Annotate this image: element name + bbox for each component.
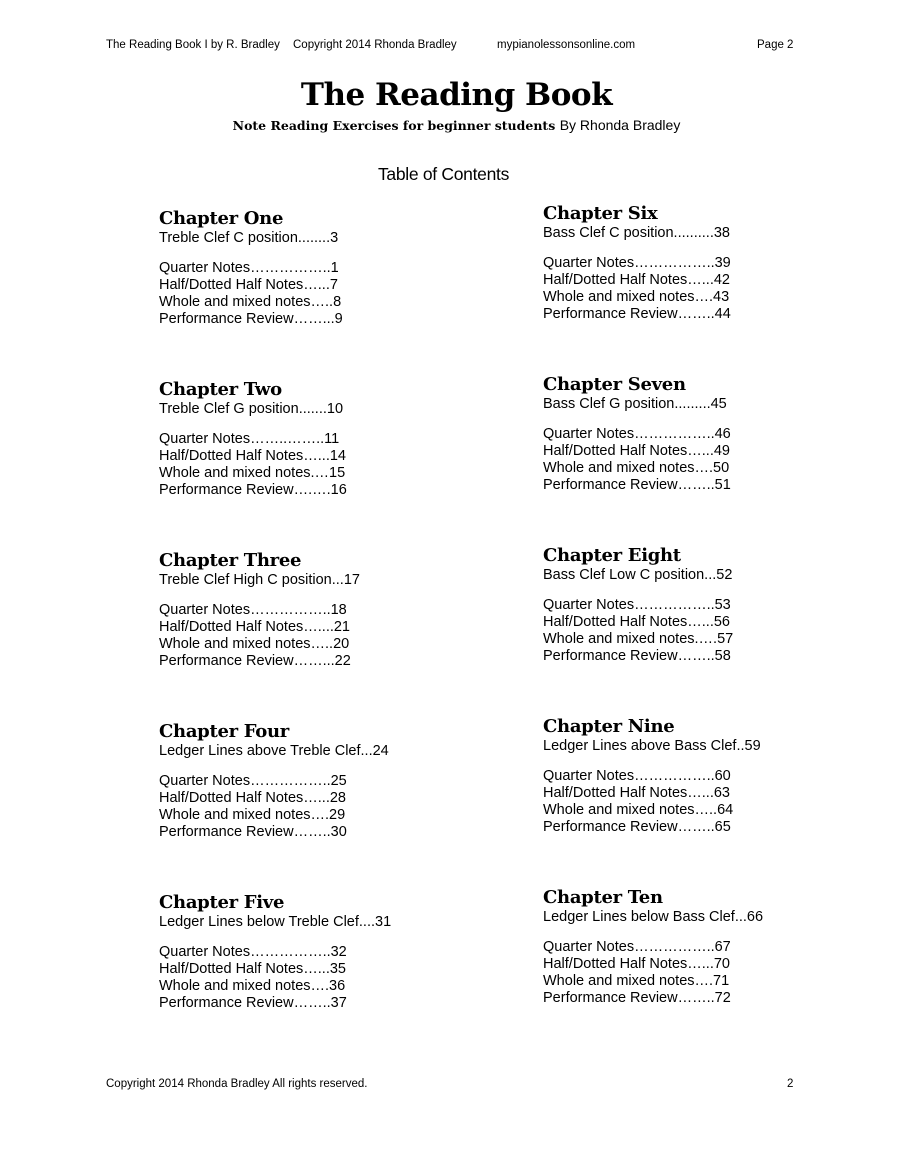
page-subtitle: [0, 117, 900, 135]
toc-item: Half/Dotted Half Notes…...49: [543, 443, 730, 459]
chapter-title: Chapter Six: [543, 203, 658, 224]
toc-item: Performance Review……...9: [159, 311, 343, 327]
chapter-position: Treble Clef G position.......10: [159, 401, 344, 417]
chapter-title: Chapter Four: [159, 721, 289, 742]
toc-item: Quarter Notes……………..25: [159, 773, 347, 789]
toc-item: Half/Dotted Half Notes…...56: [543, 614, 730, 630]
chapter-block: [159, 379, 479, 499]
footer-page-number: 2: [787, 1078, 794, 1090]
chapter-title: Chapter Eight: [543, 545, 681, 566]
toc-item: Half/Dotted Half Notes…...35: [159, 961, 346, 977]
chapter-title: Chapter Seven: [543, 374, 686, 395]
chapter-position: Bass Clef Low C position...52: [543, 567, 733, 583]
chapter-title: Chapter Nine: [543, 716, 675, 737]
chapter-block: [159, 208, 479, 328]
toc-item: Half/Dotted Half Notes…...7: [159, 277, 338, 293]
toc-item: Performance Review……..72: [543, 990, 731, 1006]
chapter-title: Chapter One: [159, 208, 284, 229]
toc-item: Quarter Notes……………..39: [543, 255, 731, 271]
toc-item: Performance Review……..58: [543, 648, 731, 664]
toc-item: Performance Review……..51: [543, 477, 731, 493]
toc-item: Half/Dotted Half Notes…...28: [159, 790, 346, 806]
toc-item: Quarter Notes……………..46: [543, 426, 731, 442]
header-page-number: Page 2: [757, 39, 794, 51]
toc-item: Quarter Notes……………..32: [159, 944, 347, 960]
toc-item: Quarter Notes……..……..11: [159, 431, 340, 447]
header-copyright: Copyright 2014 Rhonda Bradley: [293, 39, 457, 51]
toc-item: Whole and mixed notes….43: [543, 289, 730, 305]
toc-item: Quarter Notes……………..18: [159, 602, 347, 618]
toc-item: Whole and mixed notes…..8: [159, 294, 342, 310]
header-website: mypianolessonsonline.com: [497, 39, 636, 51]
toc-item: Half/Dotted Half Notes…...42: [543, 272, 730, 288]
toc-item: Whole and mixed notes…..20: [159, 636, 350, 652]
footer-copyright: Copyright 2014 Rhonda Bradley All rights reserved.: [106, 1078, 368, 1090]
chapter-position: Bass Clef G position.........45: [543, 396, 727, 412]
toc-item: Performance Review……..37: [159, 995, 347, 1011]
toc-item: Quarter Notes……………..67: [543, 939, 731, 955]
toc-item: Half/Dotted Half Notes…...63: [543, 785, 730, 801]
toc-item: Whole and mixed notes….50: [543, 460, 730, 476]
chapter-position: Ledger Lines above Bass Clef..59: [543, 738, 761, 754]
header-book-title: The Reading Book I by R. Bradley: [106, 39, 280, 51]
chapter-block: [543, 545, 863, 665]
chapter-block: [543, 887, 863, 1007]
toc-item: Performance Review……..30: [159, 824, 347, 840]
toc-item: Performance Review……..44: [543, 306, 731, 322]
chapter-title: Chapter Two: [159, 379, 282, 400]
chapter-block: [543, 716, 863, 836]
chapter-position: Ledger Lines below Treble Clef....31: [159, 914, 392, 930]
toc-item: Half/Dotted Half Notes…...70: [543, 956, 730, 972]
toc-item: Whole and mixed notes…..64: [543, 802, 734, 818]
toc-item: Quarter Notes……………..1: [159, 260, 339, 276]
chapter-block: [543, 203, 863, 323]
chapter-position: Ledger Lines above Treble Clef...24: [159, 743, 389, 759]
chapter-block: [159, 721, 479, 841]
toc-item: Whole and mixed notes….29: [159, 807, 346, 823]
toc-item: Performance Review……...22: [159, 653, 351, 669]
subtitle-author: By Rhonda Bradley: [559, 117, 681, 133]
chapter-position: Treble Clef C position........3: [159, 230, 339, 246]
toc-item: Whole and mixed notes.….57: [543, 631, 734, 647]
chapter-position: Ledger Lines below Bass Clef...66: [543, 909, 764, 925]
toc-item: Performance Review….….16: [159, 482, 347, 498]
chapter-position: Treble Clef High C position...17: [159, 572, 360, 588]
chapter-position: Bass Clef C position..........38: [543, 225, 730, 241]
chapter-title: Chapter Five: [159, 892, 285, 913]
chapter-title: Chapter Three: [159, 550, 302, 571]
toc-item: Half/Dotted Half Notes…....21: [159, 619, 350, 635]
toc-heading: Table of Contents: [377, 164, 510, 184]
toc-item: Whole and mixed notes.…15: [159, 465, 346, 481]
toc-item: Whole and mixed notes….71: [543, 973, 730, 989]
page-title: The Reading Book: [300, 77, 613, 113]
chapter-block: [159, 892, 479, 1012]
chapter-title: Chapter Ten: [543, 887, 663, 908]
toc-item: Half/Dotted Half Notes…...14: [159, 448, 346, 464]
chapter-block: [159, 550, 479, 670]
toc-item: Quarter Notes……………..53: [543, 597, 731, 613]
subtitle-description: Note Reading Exercises for beginner students: [232, 118, 556, 133]
toc-item: Whole and mixed notes….36: [159, 978, 346, 994]
toc-item: Performance Review……..65: [543, 819, 731, 835]
chapter-block: [543, 374, 863, 494]
toc-item: Quarter Notes……………..60: [543, 768, 731, 784]
